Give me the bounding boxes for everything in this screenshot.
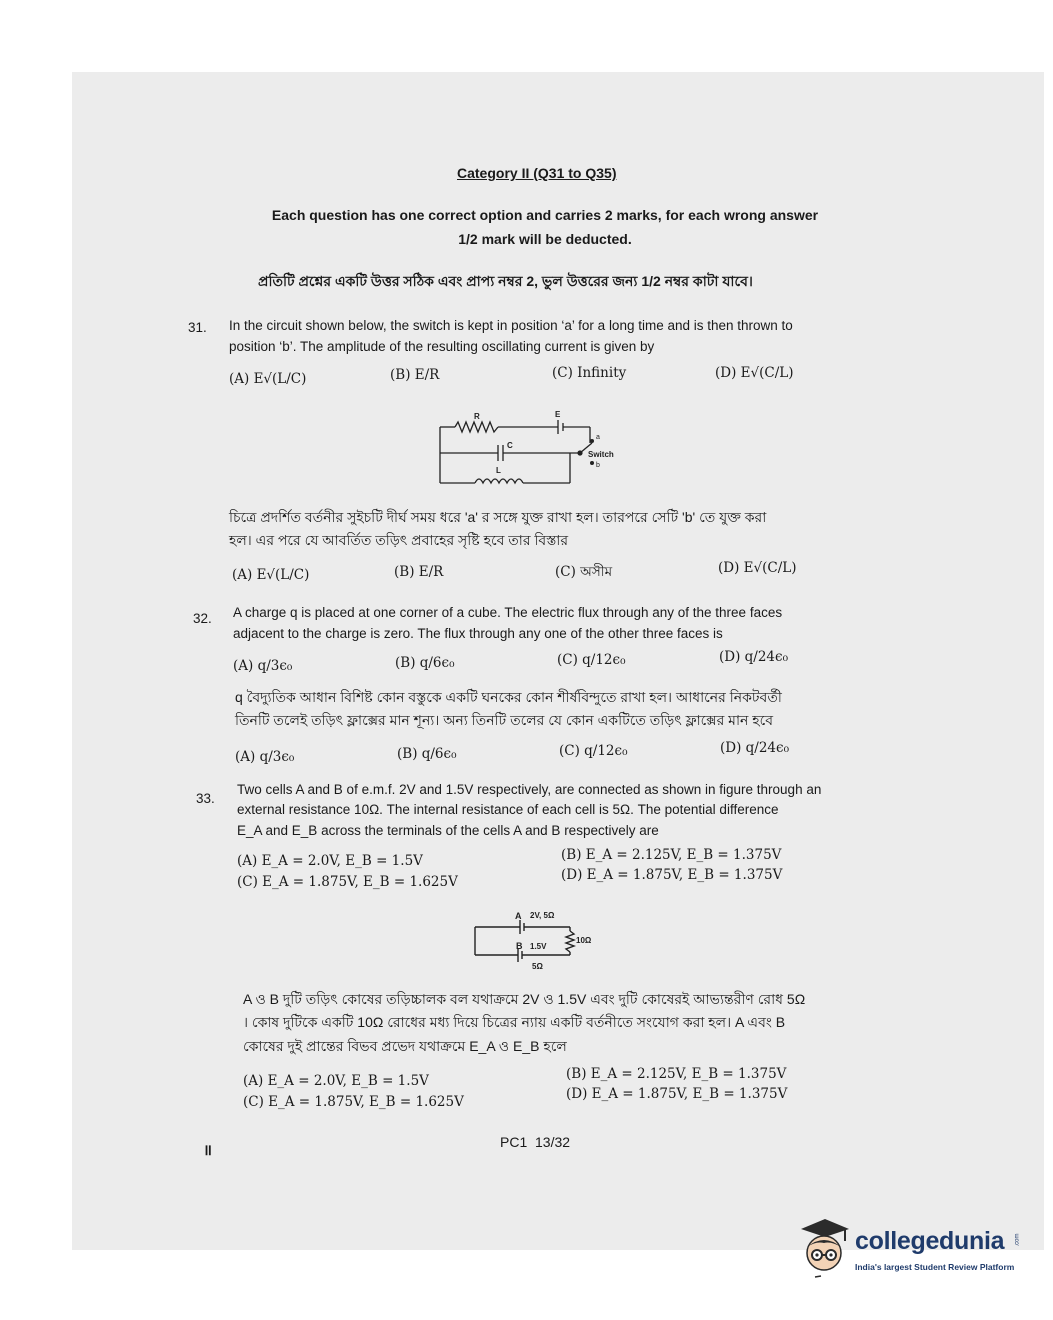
question-text-bn: তিনটি তলেই তড়িৎ ফ্লাক্সের মান শূন্য। অন্য তিনটি তলের যে কোন একটিতে তড়িৎ ফ্লাক্সের মান হবে [235,712,774,728]
question-text-bn: । কোষ দুটিকে একটি 10Ω রোধের মধ্য দিয়ে চিত্রের ন্যায় একটি বর্তনীতে সংযোগ করা হল। A এবং B [243,1014,786,1030]
option-a-bn: (A) E_A = 2.0V, E_B = 1.5V [243,1073,429,1089]
question-number: 31. [188,320,207,335]
question-text-bn: হল। এর পরে যে আবর্তিত তড়িৎ প্রবাহের সৃষ্টি হবে তার বিস্তার [229,532,569,548]
label-switch: Switch [588,450,614,459]
option-b: (B) E/R [390,367,440,383]
logo-name: collegedunia [855,1227,1005,1255]
option-a-bn: (A) E√(L/C) [232,567,310,583]
question-number: 32. [193,611,212,626]
instruction-en-line2: 1/2 mark will be deducted. [458,231,632,247]
label-r: R [474,412,480,421]
collegedunia-logo[interactable] [795,1215,1035,1280]
option-c: (C) E_A = 1.875V, E_B = 1.625V [237,874,458,890]
instruction-en-line1: Each question has one correct option and carries 2 marks, for each wrong answer [271,207,819,223]
option-b: (B) E_A = 2.125V, E_B = 1.375V [561,847,782,863]
question-text-bn: A ও B দুটি তড়িৎ কোষের তড়িচ্চালক বল যথাক্রমে 2V ও 1.5V এবং দুটি কোষেরই আভ্যন্তরীণ রোধ 5Ω [243,991,806,1007]
question-text: external resistance 10Ω. The internal resistance of each cell is 5Ω. The potential difference [237,802,779,817]
option-b: (B) q/6ϵ₀ [395,655,455,671]
question-text: position ‘b’. The amplitude of the resulting oscillating current is given by [229,339,655,354]
option-c: (C) q/12ϵ₀ [557,652,626,668]
option-d-bn: (D) E√(C/L) [718,560,797,576]
option-a: (A) E_A = 2.0V, E_B = 1.5V [237,853,423,869]
logo-tagline: India's largest Student Review Platform [855,1262,1015,1272]
option-b-bn: (B) E/R [394,564,444,580]
label-cell-b: B [516,941,523,951]
label-a: a [596,434,600,441]
option-d: (D) E√(C/L) [715,365,794,381]
option-d-bn: (D) q/24ϵ₀ [720,740,789,756]
option-d: (D) q/24ϵ₀ [719,649,788,665]
option-d-bn: (D) E_A = 1.875V, E_B = 1.375V [566,1086,788,1102]
question-text: A charge q is placed at one corner of a cube. The electric flux through any of the three faces [233,605,783,620]
label-cell-b-resistance: 5Ω [532,962,543,971]
mascot-icon [795,1215,853,1280]
page-number: PC1 13/32 [500,1134,571,1150]
question-text: adjacent to the charge is zero. The flux through any one of the other three faces is [233,626,723,641]
option-a: (A) q/3ϵ₀ [233,658,293,674]
option-c-bn: (C) অসীম [555,564,613,580]
label-cell-b-value: 1.5V [530,942,547,951]
option-a: (A) E√(L/C) [229,371,307,387]
label-cell-a: A [515,911,522,921]
option-b-bn: (B) E_A = 2.125V, E_B = 1.375V [566,1066,787,1082]
question-text-bn: কোষের দুই প্রান্তের বিভব প্রভেদ যথাক্রমে E_A ও E_B হলে [243,1038,567,1054]
instruction-bn: প্রতিটি প্রশ্নের একটি উত্তর সঠিক এবং প্রাপ্য নম্বর 2, ভুল উত্তরের জন্য 1/2 নম্বর কাটা যাবে। [258,273,753,289]
category-heading: Category II (Q31 to Q35) [457,165,617,181]
lc-circuit-diagram [430,405,630,490]
question-text-bn: q বৈদ্যুতিক আধান বিশিষ্ট কোন বস্তুকে একটি ঘনকের কোন শীর্ষবিন্দুতে রাখা হল। আধানের নিকটবর্তী [235,689,782,705]
label-cell-a-value: 2V, 5Ω [530,911,555,920]
option-c-bn: (C) E_A = 1.875V, E_B = 1.625V [243,1094,464,1110]
question-text: Two cells A and B of e.m.f. 2V and 1.5V respectively, are connected as shown in figure through an [237,782,822,797]
question-text: In the circuit shown below, the switch is kept in position ‘a’ for a long time and is then thrown to [229,318,793,333]
question-text-bn: চিত্রে প্রদর্শিত বর্তনীর সুইচটি দীর্ঘ সময় ধরে 'a' র সঙ্গে যুক্ত রাখা হল। তারপরে সেটি 'b' তে যুক্ত করা [229,509,767,525]
label-b: b [596,462,600,469]
two-cell-circuit-diagram [470,905,610,973]
option-c: (C) Infinity [552,365,627,381]
question-number: 33. [196,791,215,806]
margin-mark: ॥ [203,1142,212,1159]
label-resistor: 10Ω [576,936,592,945]
option-b-bn: (B) q/6ϵ₀ [397,746,457,762]
logo-tld: .com [1014,1233,1021,1247]
label-l: L [496,466,501,475]
option-a-bn: (A) q/3ϵ₀ [235,749,295,765]
label-c: C [507,441,513,450]
question-text: E_A and E_B across the terminals of the cells A and B respectively are [237,823,659,838]
option-c-bn: (C) q/12ϵ₀ [559,743,628,759]
label-e: E [555,410,561,419]
option-d: (D) E_A = 1.875V, E_B = 1.375V [561,867,783,883]
